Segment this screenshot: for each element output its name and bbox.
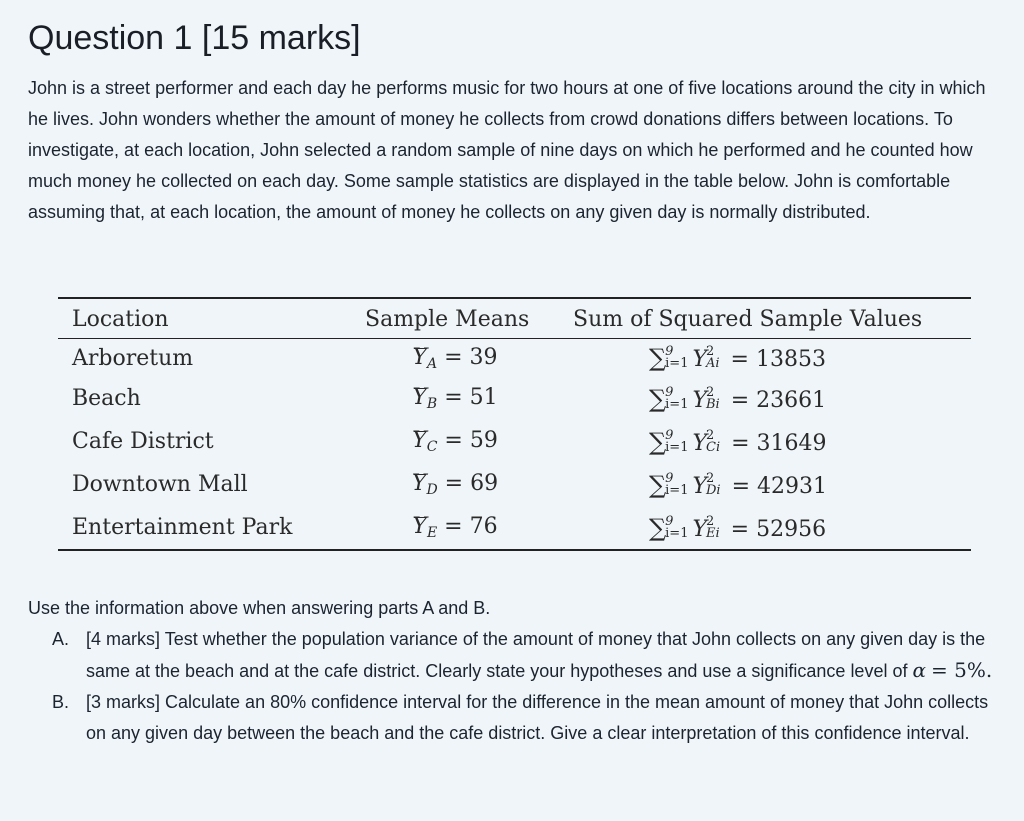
parts-intro: Use the information above when answering parts A and B. <box>28 598 491 618</box>
header-sum-squares: Sum of Squared Sample Values <box>573 307 923 332</box>
square-subscript: Ei <box>706 525 720 541</box>
sample-mean-cell: YD = 69 <box>411 471 499 498</box>
y-bar-symbol: Y <box>412 428 427 453</box>
mean-subscript: C <box>426 439 438 455</box>
part-a <box>48 624 1008 687</box>
statistics-table-wrap <box>58 297 971 551</box>
sigma-symbol: ∑ <box>649 513 667 542</box>
mean-value: 69 <box>470 471 499 496</box>
y-symbol: Y <box>692 347 707 372</box>
sum-upper-limit: 9 <box>665 384 674 400</box>
y-symbol: Y <box>692 387 707 413</box>
sum-squares-cell: ∑ 9 i=1 Y 2 Ci = 31649 <box>649 427 827 456</box>
sum-lower-limit: i=1 <box>665 356 689 371</box>
question-title: Question 1 [15 marks] <box>28 19 361 57</box>
sum-squares-cell: ∑ 9 i=1 Y 2 Di = 42931 <box>649 470 828 499</box>
sum-upper-limit: 9 <box>665 470 674 486</box>
square-exponent: 2 <box>706 344 715 359</box>
sigma-symbol: ∑ <box>649 470 667 499</box>
alpha-value: = 5%. <box>931 658 993 682</box>
sigma-symbol: ∑ <box>649 427 667 456</box>
square-limits <box>706 346 720 370</box>
y-bar-symbol: Y <box>412 344 427 370</box>
part-b-letter: B. <box>52 692 70 712</box>
square-exponent: 2 <box>706 513 715 529</box>
location-cell: Beach <box>72 386 141 411</box>
square-subscript: Bi <box>706 396 720 412</box>
sample-mean-cell: YA = 39 <box>412 344 498 372</box>
location-cell: Entertainment Park <box>72 515 293 540</box>
mean-subscript: B <box>426 396 438 412</box>
sample-statistics-table <box>58 297 971 551</box>
sample-mean-cell: YC = 59 <box>412 428 498 455</box>
sigma-symbol: ∑ <box>649 344 667 372</box>
sum-lower-limit: i=1 <box>665 396 689 412</box>
parts-list <box>48 624 1008 749</box>
sum-limits <box>665 427 689 455</box>
sum-upper-limit: 9 <box>665 513 674 529</box>
alpha-symbol: α <box>912 658 927 682</box>
sum-limits <box>665 470 689 498</box>
sum-lower-limit: i=1 <box>665 439 689 455</box>
sigma-symbol: ∑ <box>649 384 667 413</box>
sum-value: 31649 <box>756 430 827 456</box>
location-cell: Downtown Mall <box>72 472 248 497</box>
square-subscript: Ai <box>706 356 720 371</box>
mean-value: 76 <box>469 514 498 539</box>
sum-squares-cell: ∑ 9 i=1 Y 2 Bi = 23661 <box>649 384 827 413</box>
square-limits <box>706 513 720 541</box>
sum-value: 42931 <box>757 473 828 499</box>
square-exponent: 2 <box>706 384 715 400</box>
mean-subscript: D <box>426 482 438 498</box>
header-location: Location <box>72 307 169 332</box>
y-bar-symbol: Y <box>411 471 427 496</box>
table-header-row <box>58 298 971 339</box>
sample-mean-cell: YB = 51 <box>412 385 498 412</box>
sum-lower-limit: i=1 <box>665 482 689 498</box>
sum-upper-limit: 9 <box>665 344 674 359</box>
mean-value: 59 <box>469 428 498 453</box>
mean-subscript: A <box>426 355 438 372</box>
sum-squares-cell: ∑ 9 i=1 Y 2 Ai = 13853 <box>649 344 826 372</box>
part-b-text: [3 marks] Calculate an 80% confidence interval for the difference in the mean amount of money that John collects on any given day between the beach and the cafe district. Give a clear interpretation of this confidence interval. <box>86 692 989 743</box>
sum-limits <box>665 384 689 412</box>
square-limits <box>706 384 720 412</box>
table-body <box>58 339 971 551</box>
header-sample-means: Sample Means <box>365 307 530 332</box>
part-a-body <box>86 624 1008 687</box>
table-row <box>58 506 971 550</box>
table-row <box>58 377 971 420</box>
mean-value: 51 <box>469 385 498 410</box>
table-row <box>58 463 971 506</box>
y-symbol: Y <box>692 430 707 456</box>
y-bar-symbol: Y <box>412 385 427 410</box>
square-exponent: 2 <box>706 427 715 443</box>
y-symbol: Y <box>692 473 707 499</box>
sum-lower-limit: i=1 <box>665 525 689 541</box>
sum-limits <box>665 346 688 370</box>
part-b <box>48 687 1008 749</box>
square-subscript: Ci <box>706 439 721 455</box>
square-subscript: Di <box>706 482 721 498</box>
square-exponent: 2 <box>706 470 715 486</box>
y-symbol: Y <box>692 516 707 542</box>
location-cell: Arboretum <box>72 345 194 371</box>
part-a-letter: A. <box>52 629 70 649</box>
sum-upper-limit: 9 <box>665 427 674 443</box>
sum-limits <box>665 513 689 541</box>
sum-value: 52956 <box>756 516 827 542</box>
table-row <box>58 420 971 463</box>
sample-mean-cell: YE = 76 <box>412 514 498 541</box>
part-a-text: [4 marks] Test whether the population variance of the amount of money that John collects on any given day is the same at the beach and at the cafe district. Clearly state your hypotheses and use a significance level of <box>86 629 986 681</box>
sum-value: 13853 <box>755 347 826 372</box>
square-limits <box>706 427 721 455</box>
location-cell: Cafe District <box>72 429 214 454</box>
mean-value: 39 <box>469 344 498 370</box>
square-limits <box>706 470 721 498</box>
y-bar-symbol: Y <box>412 514 427 539</box>
mean-subscript: E <box>426 525 438 541</box>
sum-squares-cell: ∑ 9 i=1 Y 2 Ei = 52956 <box>649 513 827 542</box>
table-row <box>58 339 971 378</box>
sum-value: 23661 <box>756 387 827 413</box>
question-intro: John is a street performer and each day he performs music for two hours at one of five locations around the city in which he lives. John wonders whether the amount of money he collects from crowd donations differs between locations. To investigate, at each location, John selected a random sample of nine days on which he performed and he counted how much money he collected on each day. Some sample statistics are displayed in the table below. John is comfortable assuming that, at each location, the amount of money he collects on any given day is normally distributed. <box>28 78 986 222</box>
